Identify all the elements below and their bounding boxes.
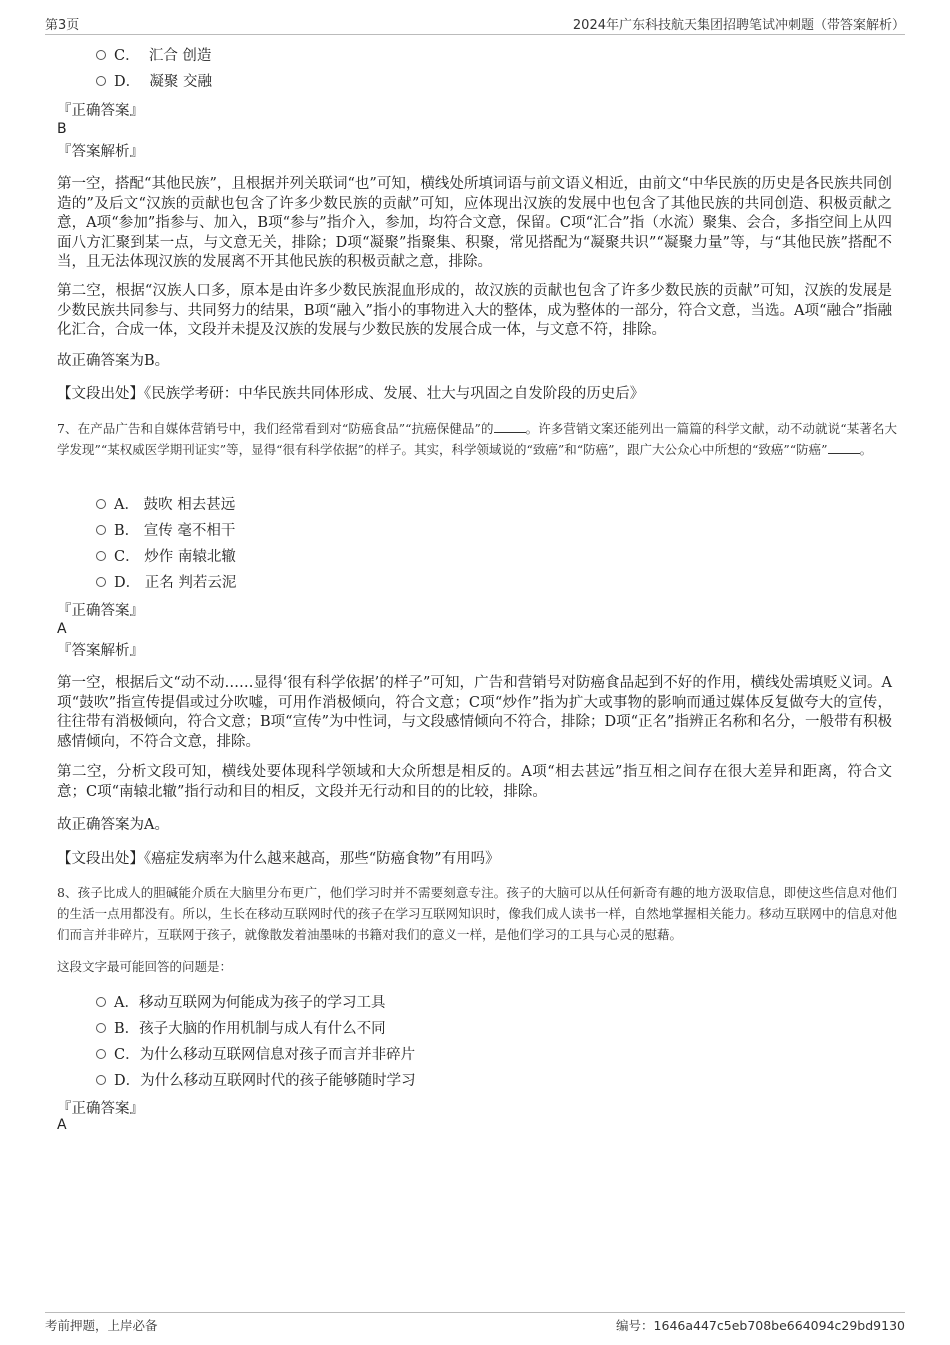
q6-source: 【文段出处】《民族学考研：中华民族共同体形成、发展、壮大与巩固之自发阶段的历史后》	[57, 386, 645, 402]
q8-option-c[interactable]: C．为什么移动互联网信息对孩子而言并非碎片	[96, 1045, 415, 1065]
q7-answer-label: 『正确答案』	[57, 603, 144, 619]
q8-prompt: 这段文字最可能回答的问题是：	[57, 959, 233, 974]
footer-slogan: 考前押题，上岸必备	[45, 1318, 158, 1333]
q7-source: 【文段出处】《癌症发病率为什么越来越高，那些“防癌食物”有用吗》	[57, 851, 500, 867]
q7-analysis-label: 『答案解析』	[57, 643, 144, 659]
q8-question: 8、孩子比成人的胆碱能介质在大脑里分布更广，他们学习时并不需要刻意专注。孩子的大脑可以从任何新奇有趣的地方汲取信息，即使这些信息对他们的生活一点用都没有。所以，生长在移动互联网时代的孩子在学习互联网知识时，像我们成人读书一样，自然地掌握相关能力。移动互联网中的信息对他们而言并非碎片，互联网于孩子，就像散发着油墨味的书籍对我们的意义一样，是他们学习的工具与心灵的慰藉。	[57, 885, 897, 942]
document-title: 2024年广东科技航天集团招聘笔试冲刺题（带答案解析）	[572, 18, 905, 33]
q7-conclusion: 故正确答案为A。	[57, 817, 169, 833]
q6-option-c[interactable]: C． 汇合 创造	[96, 46, 211, 66]
radio-circle-icon[interactable]	[96, 1023, 106, 1033]
radio-circle-icon[interactable]	[96, 1049, 106, 1059]
radio-circle-icon[interactable]	[96, 577, 106, 587]
q8-answer: A	[57, 1117, 67, 1133]
document-code: 编号：1646a447c5eb708be664094c29bd9130	[616, 1318, 905, 1333]
page-footer	[45, 1312, 905, 1333]
q7-answer: A	[57, 621, 67, 637]
q7-analysis-paragraph-1: 第一空，根据后文“动不动……显得‘很有科学依据’的样子”可知，广告和营销号对防癌食品起到不好的作用，横线处需填贬义词。A项“鼓吹”指宣传提倡或过分吹嘘，可用作消极倾向，符合文意；C项“炒作”指为扩大或事物的影响而通过媒体反复做夸大的宣传，往往带有消极倾向，符合文意；B项“宣传”为中性词，与文段感情倾向不符合，排除；D项“正名”指辨正名称和名分，一般带有积极感情倾向，不符合文意，排除。	[57, 675, 892, 750]
q6-analysis-label: 『答案解析』	[57, 144, 144, 160]
q8-option-b[interactable]: B．孩子大脑的作用机制与成人有什么不同	[96, 1019, 386, 1039]
q6-analysis-paragraph-2: 第二空，根据“汉族人口多，原本是由许多少数民族混血形成的，故汉族的贡献也包含了许多少数民族的贡献”可知，汉族的发展是少数民族共同参与、共同努力的结果，B项“融入”指小的事物进入大的整体，成为整体的一部分，符合文意，当选。A项“融合”指融化汇合，合成一体，文段并未提及汉族的发展与少数民族的发展合成一体，与文意不符，排除。	[57, 283, 892, 338]
q7-option-a[interactable]: A． 鼓吹 相去甚远	[96, 495, 235, 515]
q6-option-d[interactable]: D． 凝聚 交融	[96, 72, 212, 92]
q8-option-a[interactable]: A．移动互联网为何能成为孩子的学习工具	[96, 993, 385, 1013]
q8-answer-label: 『正确答案』	[57, 1101, 144, 1117]
q6-answer-label: 『正确答案』	[57, 103, 144, 119]
q7-option-b[interactable]: B． 宣传 毫不相干	[96, 521, 235, 541]
q7-analysis-paragraph-2: 第二空，分析文段可知，横线处要体现科学领域和大众所想是相反的。A项“相去甚远”指互相之间存在很大差异和距离，符合文意；C项“南辕北辙”指行动和目的相反，文段并无行动和目的的比较，排除。	[57, 764, 892, 800]
radio-circle-icon[interactable]	[96, 50, 106, 60]
radio-circle-icon[interactable]	[96, 525, 106, 535]
q7-question: 7、在产品广告和自媒体营销号中，我们经常看到对“防癌食品”“抗癌保健品”的 。许多营销文案还能列出一篇篇的科学文献，动不动就说“某著名大学发现”“某权威医学期刊证实”等，显得“很有科学依据”的样子。其实，科学领域说的“致癌”和“防癌”，跟广大公众心中所想的“致癌”“防癌” 。	[57, 421, 897, 457]
radio-circle-icon[interactable]	[96, 76, 106, 86]
radio-circle-icon[interactable]	[96, 1075, 106, 1085]
blank-line	[494, 420, 526, 433]
radio-circle-icon[interactable]	[96, 551, 106, 561]
radio-circle-icon[interactable]	[96, 499, 106, 509]
radio-circle-icon[interactable]	[96, 997, 106, 1007]
page-number: 第3页	[45, 18, 80, 33]
q7-option-d[interactable]: D． 正名 判若云泥	[96, 573, 236, 593]
q6-analysis-paragraph-1: 第一空，搭配“其他民族”，且根据并列关联词“也”可知，横线处所填词语与前文语义相近，由前文“中华民族的历史是各民族共同创造的”及后文“汉族的贡献也包含了许多少数民族的贡献”可知，应体现出汉族的发展中也包含了其他民族的共同创造、积极贡献之意，A项“参加”指参与、加入，B项“参与”指介入，参加，均符合文意，保留。C项“汇合”指（水流）聚集、会合，多指空间上从四面八方汇聚到某一点，与文意无关，排除；D项“凝聚”指聚集、积聚，常见搭配为“凝聚共识”“凝聚力量”等，与“其他民族”搭配不当，且无法体现汉族的发展离不开其他民族的积极贡献之意，排除。	[57, 176, 892, 270]
q7-option-c[interactable]: C． 炒作 南辕北辙	[96, 547, 236, 567]
q6-answer: B	[57, 121, 67, 137]
blank-line	[828, 441, 860, 454]
q8-option-d[interactable]: D．为什么移动互联网时代的孩子能够随时学习	[96, 1071, 416, 1091]
q6-conclusion: 故正确答案为B。	[57, 353, 170, 369]
page-header	[45, 14, 905, 35]
